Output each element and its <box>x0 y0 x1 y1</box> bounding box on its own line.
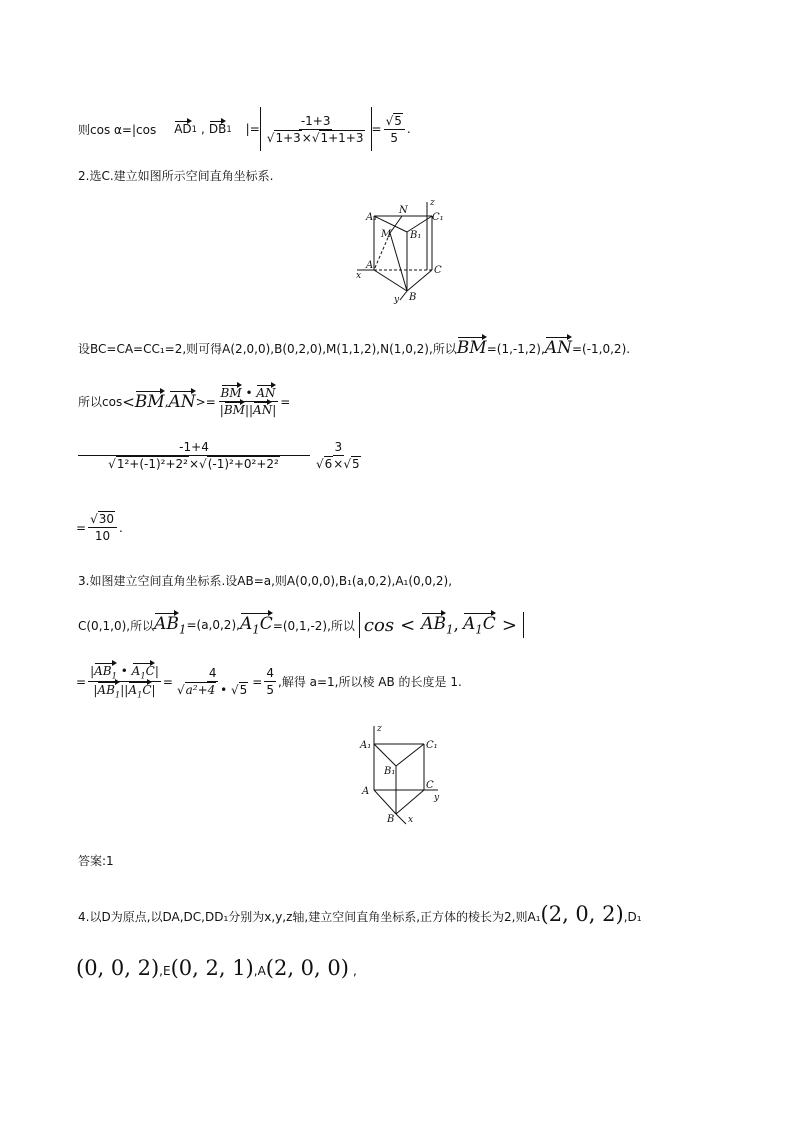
vector-AB1: AB <box>154 613 179 634</box>
label-z: z <box>430 198 435 208</box>
vector-BM-2: BM <box>134 391 165 412</box>
a1c-A: A <box>239 613 253 634</box>
section-2-result <box>76 512 123 543</box>
cos-denominator: √1+3×√1+1+3 <box>266 130 364 145</box>
label-M: M <box>381 229 392 240</box>
times: × <box>301 130 312 145</box>
edge-C1B1-2 <box>396 744 424 766</box>
vector-AN-value: =(-1,0,2). <box>571 342 631 356</box>
final-equals: = <box>76 520 87 535</box>
label-A-text: ,A <box>253 964 266 978</box>
small-den-b: 5 <box>352 457 360 471</box>
s3-equals: = <box>76 674 87 689</box>
section-4-line-2 <box>76 956 357 980</box>
label-E-text: ,E <box>159 964 171 978</box>
label-C-2: C <box>426 780 434 791</box>
den-sqrt-a: 1+3 <box>275 130 301 145</box>
s3-frac2-den-a: a²+4 <box>185 683 216 698</box>
label-A-2: A <box>362 786 370 797</box>
result-numerator: √5 <box>384 114 405 130</box>
den-AN: AN <box>253 403 273 417</box>
edge-CB-2 <box>396 790 424 814</box>
edge-AB-2 <box>374 790 396 814</box>
figure-prism-2 <box>358 722 458 832</box>
vector-DB1-sub: 1 <box>226 124 232 134</box>
coords-text: 设BC=CA=CC₁=2,则可得A(2,0,0),B(0,2,0),M(1,1,2),N(1,0,2),所以 <box>78 342 457 356</box>
abs-bar-r3 <box>523 612 524 638</box>
label-N: N <box>399 205 408 216</box>
label-A1-2: A₁ <box>360 740 372 751</box>
section-3-line-3: = $\frac{|AB_1 • A_1C|}{|AB_1||A_1C|}$ = $\frac{4}{\text{√a²+4 • √5}}$ = $\frac{4}{5}$ ,解得 a=1,所以棱 AB 的长度是 1. <box>76 664 462 700</box>
label-B1-2: B₁ <box>384 766 396 777</box>
s4-end: , <box>352 964 357 978</box>
result-num-sqrt: 5 <box>394 113 402 128</box>
comma: , <box>201 122 205 136</box>
cos-prefix: 则cos α=|cos <box>78 122 157 137</box>
label-D1-text: ,D₁ <box>623 910 642 924</box>
section-2-big-fraction <box>76 440 365 471</box>
result-fraction <box>384 114 405 145</box>
s4-text: 4.以D为原点,以DA,DC,DD₁分别为x,y,z轴,建立空间直角坐标系,正方体的棱长为2,则A₁ <box>78 910 541 924</box>
s3-frac3-den: 5 <box>266 683 274 698</box>
label-z-2: z <box>377 724 382 734</box>
label-B-2: B <box>387 814 395 825</box>
x-axis-2 <box>396 814 406 824</box>
s3-fraction-3 <box>264 666 276 697</box>
big-numerator: -1+4 <box>78 440 310 456</box>
section-2-heading: 2.选C.建立如图所示空间直角坐标系. <box>78 169 274 183</box>
s3-fraction-1: $\frac{|AB_1 • A_1C|}{|AB_1||A_1C|}$ <box>90 664 159 700</box>
s3-line2-prefix: C(0,1,0),所以 <box>78 618 155 633</box>
answer-line: 答案:1 <box>78 854 114 868</box>
dot: • <box>245 386 253 400</box>
big-den-a: 1²+(-1)²+2² <box>116 457 188 471</box>
num-BM: BM <box>220 386 242 400</box>
num-AN: AN <box>256 386 276 400</box>
section-3-line-2: C(0,1,0),所以 $AB_1$ =(a,0,2), $A_1C$ =(0,1,-2),所以 cos < $AB_1$ , $A_1C$ > <box>78 612 524 638</box>
section-4-line-1 <box>78 902 642 926</box>
section-2-coords <box>78 338 630 358</box>
figure-prism-1 <box>352 196 462 306</box>
final-num-sqrt: 30 <box>98 512 114 526</box>
vector-AN: AN <box>544 338 572 358</box>
s3-frac2-num: 4 <box>208 666 217 681</box>
vector-AB1-value: =(a,0,2), <box>186 618 240 632</box>
s3-fraction-2 <box>175 666 250 697</box>
final-fraction <box>88 512 117 543</box>
s3-tail: ,解得 a=1,所以棱 AB 的长度是 1. <box>278 675 462 690</box>
s3-frac3-num: 4 <box>266 666 274 681</box>
s3-frac2-den-b: 5 <box>239 683 248 698</box>
section-3-line-1: 3.如图建立空间直角坐标系.设AB=a,则A(0,0,0),B₁(a,0,2),A₁(0,0,2), <box>78 574 453 588</box>
final-period: . <box>119 520 123 535</box>
label-x: x <box>356 271 362 281</box>
label-x-2: x <box>408 815 414 825</box>
coord-D1: (0, 0, 2) <box>76 956 160 980</box>
den-sqrt-b: 1+1+3 <box>320 130 364 145</box>
cos-end: >= <box>195 394 216 409</box>
y-axis <box>400 291 407 300</box>
coord-E: (0, 2, 1) <box>170 956 254 980</box>
cos-fraction <box>265 114 367 145</box>
label-C1-2: C₁ <box>426 740 438 751</box>
equals: = <box>371 122 382 136</box>
formula-line-1 <box>78 104 411 154</box>
small-denominator: √6×√5 <box>316 457 360 471</box>
final-denominator: 10 <box>94 529 111 543</box>
coord-A1: (2, 0, 2) <box>540 902 624 926</box>
abs-bar-l3 <box>359 612 360 638</box>
equals-2: = <box>280 394 291 409</box>
vector-BM: BM <box>456 338 487 358</box>
vector-AN-2: AN <box>168 391 196 412</box>
small-numerator: 3 <box>334 440 343 454</box>
label-B1: B₁ <box>410 230 422 241</box>
vector-BM-value: =(1,-1,2), <box>486 342 545 356</box>
cos-prefix-2: 所以cos <box>78 395 123 409</box>
vector-AD1-sub: 1 <box>191 124 198 134</box>
den-BM: BM <box>223 403 245 417</box>
abs-close-eq: |= <box>245 122 260 136</box>
label-A: A <box>366 260 374 271</box>
s3-frac2-den: √a²+4 • √5 <box>176 683 248 698</box>
label-B: B <box>409 292 417 303</box>
vector-A1C-value: =(0,1,-2),所以 <box>272 618 355 633</box>
label-C: C <box>434 265 442 276</box>
small-den-a: 6 <box>324 457 333 471</box>
big-fraction <box>78 440 310 471</box>
period: . <box>406 122 411 136</box>
vector-DB1: DB <box>208 122 227 136</box>
small-fraction <box>314 440 363 471</box>
cos-numerator: -1+3 <box>300 113 331 128</box>
label-y: y <box>394 295 400 305</box>
vector-A1C: $A_1C$ <box>239 613 273 637</box>
s3-dot: • <box>220 683 228 698</box>
coord-A: (2, 0, 0) <box>265 956 349 980</box>
edge-CB <box>407 270 432 291</box>
edge-A1B1-2 <box>374 744 396 766</box>
section-2-cos: 所以cos < BM , AN >= $\frac{BM • AN}{|BM||AN|}$ = <box>78 386 291 417</box>
result-denominator: 5 <box>390 130 399 145</box>
label-C1: C₁ <box>432 212 444 223</box>
vector-AD1: AD <box>174 122 192 136</box>
big-denominator: √1²+(-1)²+2²×√(-1)²+0²+2² <box>108 457 279 471</box>
big-den-b: (-1)²+0²+2² <box>207 457 279 471</box>
abs-bar-left <box>260 107 261 151</box>
label-A1: A₁ <box>366 212 378 223</box>
final-numerator: √30 <box>88 512 117 528</box>
cos-fraction-2: $\frac{BM • AN}{|BM||AN|}$ <box>219 386 277 417</box>
label-y-2: y <box>434 793 440 803</box>
cos-text-3: cos <box>363 614 395 636</box>
big-times: × <box>188 457 200 471</box>
